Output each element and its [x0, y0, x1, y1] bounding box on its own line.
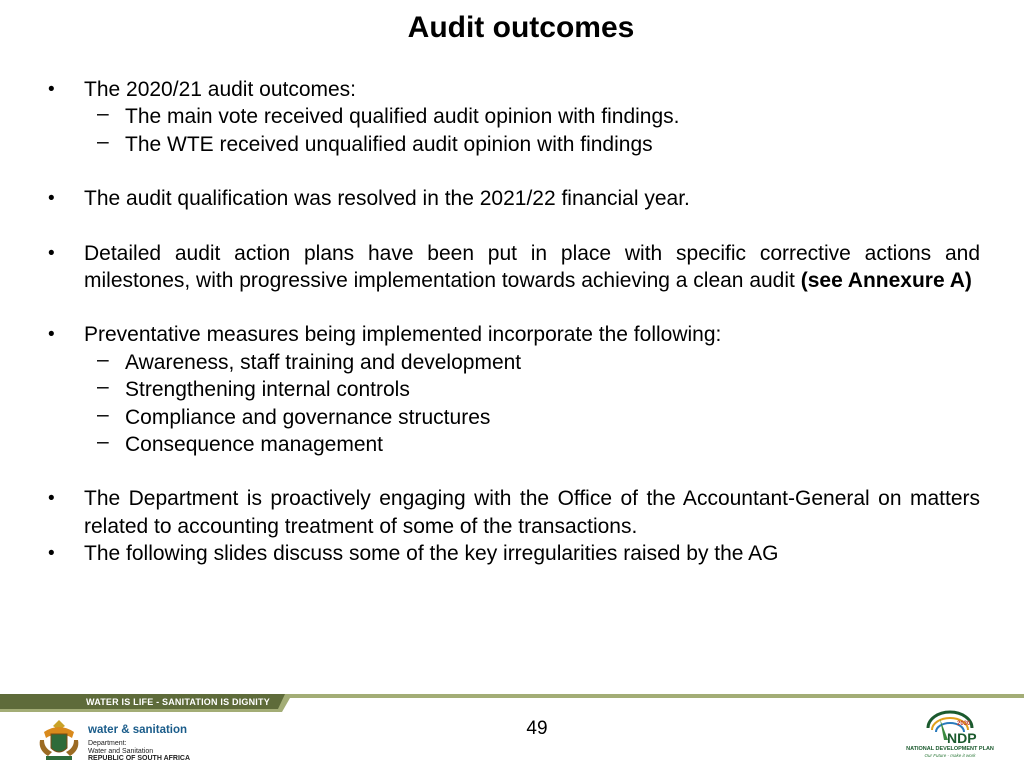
bullet-text: The Department is proactively engaging with the Office of the Accountant-General on matters related to accounting treatment of some of the transactions.: [84, 487, 980, 538]
ndp-2030-logo-icon: [920, 710, 980, 746]
bullet-text: The following slides discuss some of the key irregularities raised by the AG: [84, 542, 779, 566]
bullet-preventative-measures: [48, 321, 980, 348]
sub-bullet-dash: –: [97, 102, 109, 126]
sub-bullet-text: Strengthening internal controls: [125, 378, 410, 402]
bullet-dot: •: [48, 488, 55, 510]
coat-of-arms-icon: [34, 716, 84, 762]
bullet-dot: •: [48, 188, 55, 210]
department-line: Water and Sanitation: [88, 747, 154, 755]
sub-bullet-text: Awareness, staff training and development: [125, 350, 522, 374]
sub-bullet-dash: –: [97, 347, 109, 371]
bullet-qualification-resolved: [48, 185, 980, 212]
sub-bullet-text: Compliance and governance structures: [125, 405, 491, 429]
sub-bullet-dash: –: [97, 129, 109, 153]
sub-bullet-main-vote: [48, 103, 980, 130]
ndp-title: NATIONAL DEVELOPMENT PLAN: [906, 746, 994, 752]
bullet-following-slides: [48, 540, 980, 567]
department-name: water & sanitation: [88, 724, 188, 736]
department-logo-text: [88, 724, 190, 763]
slide-body: [48, 76, 980, 568]
sub-bullet-text: Consequence management: [125, 433, 384, 457]
sub-bullet-governance: [48, 404, 980, 431]
sub-bullet-internal-controls: [48, 376, 980, 403]
ndp-subtitle: Our Future - make it work: [924, 753, 976, 758]
bullet-dot: •: [48, 324, 55, 346]
bullet-dot: •: [48, 543, 55, 565]
department-country: REPUBLIC OF SOUTH AFRICA: [88, 755, 191, 763]
sub-bullet-consequence: [48, 431, 980, 458]
sub-bullet-text: The WTE received unqualified audit opinion with findings: [125, 132, 653, 156]
sub-bullet-dash: –: [97, 430, 109, 454]
department-line: Department:: [88, 740, 127, 747]
bullet-accountant-general: [48, 485, 980, 540]
page-number: 49: [526, 718, 548, 739]
sub-bullet-dash: –: [97, 402, 109, 426]
ndp-mark: NDP: [947, 730, 977, 746]
bullet-text: The audit qualification was resolved in the 2021/22 financial year.: [84, 187, 690, 211]
bullet-action-plans: [48, 240, 980, 295]
sub-bullet-awareness: [48, 349, 980, 376]
sub-bullet-dash: –: [97, 375, 109, 399]
slide-title: Audit outcomes: [407, 11, 635, 44]
sub-bullet-text: The main vote received qualified audit opinion with findings.: [125, 105, 680, 129]
bullet-dot: •: [48, 242, 55, 264]
ndp-year: 2030: [957, 721, 971, 727]
sub-bullet-wte: [48, 131, 980, 158]
footer-tagline: WATER IS LIFE - SANITATION IS DIGNITY: [86, 697, 270, 707]
bullet-audit-outcomes: [48, 76, 980, 103]
bullet-text: Preventative measures being implemented incorporate the following:: [84, 323, 722, 347]
bullet-text: Detailed audit action plans have been put in place with specific corrective actions and milestones, with progressive implementation towards achieving a clean audit: [84, 241, 980, 293]
annexure-reference: (see Annexure A): [800, 269, 972, 293]
bullet-text: The 2020/21 audit outcomes:: [84, 78, 357, 101]
bullet-dot: •: [48, 79, 55, 100]
